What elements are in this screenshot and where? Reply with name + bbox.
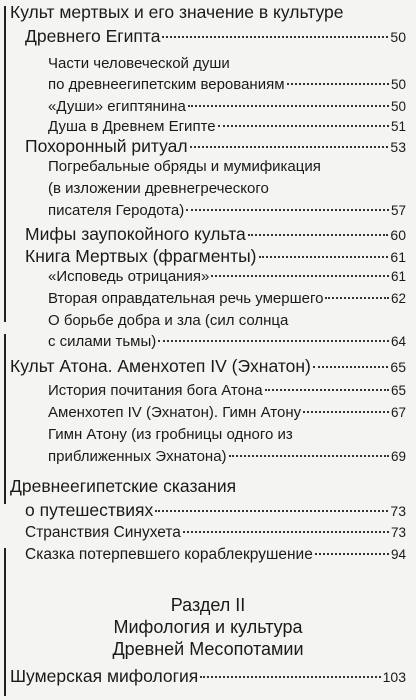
dot-leader [259,256,389,258]
toc-entry-title: Вторая оправдательная речь умершего [48,290,324,307]
page-number: 73 [390,503,406,519]
dot-leader [303,411,389,413]
toc-entry-title-cont: приближенных Эхнатона) [48,448,227,465]
toc-entry-title: Древнеегипетские сказания [10,476,237,496]
dot-leader [265,389,389,391]
dot-leader [211,275,389,277]
toc-entry-title: «Исповедь отрицания» [48,268,210,285]
dot-leader [190,146,389,148]
toc-entry-title-cont: писателя Геродота) [48,202,185,219]
toc-entry-title: Культ Атона. Аменхотеп IV (Эхнатон) [10,356,311,376]
section-rule-1 [4,6,6,322]
toc-entry-title-cont: по древнеегипетским верованиям [48,76,285,93]
dot-leader [183,531,389,533]
toc-entry-title-cont: Древнего Египта [25,26,161,46]
toc-entry-title: О борьбе добра и зла (сил солнца [48,312,289,329]
page-number: 57 [390,203,406,218]
toc-entry-title: «Души» египтянина [48,98,186,115]
page-number: 65 [390,383,406,398]
page-number: 50 [390,77,406,92]
toc-entry-title-cont: о путешествиях [25,500,154,520]
toc-entry-title: История почитания бога Атона [48,382,263,399]
page-number: 65 [390,359,406,375]
page-number: 61 [390,249,406,265]
toc-entry-title-cont: с силами тьмы) [48,333,157,350]
dot-leader [315,553,389,555]
page-number: 50 [390,99,406,114]
dot-leader [218,125,389,127]
dot-leader [229,455,389,457]
section-subtitle: Мифология и культура [113,617,303,637]
toc-entry-title: Душа в Древнем Египте [48,118,216,135]
dot-leader [158,340,389,342]
page-number: 60 [390,227,406,243]
toc-entry-title: Аменхотеп IV (Эхнатон). Гимн Атону [48,404,302,421]
toc-entry-title: Сказка потерпевшего кораблекрушение [25,546,313,563]
dot-leader [200,676,380,678]
page-number: 67 [390,405,406,420]
page-number: 50 [390,29,406,45]
toc-entry-title: Похоронный ритуал [25,136,188,156]
section-title: Раздел II [170,595,246,615]
dot-leader [287,83,389,85]
section-subtitle: Древней Месопотамии [112,639,304,659]
toc-entry-title: Мифы заупокойного культа [25,224,246,244]
page-number: 51 [390,119,406,134]
dot-leader [248,234,389,236]
dot-leader [186,209,389,211]
section-rule-2 [4,334,6,504]
page-number: 73 [390,525,406,540]
page-number: 64 [390,334,406,349]
dot-leader [155,510,388,512]
toc-entry-title: Части человеческой души [48,55,230,72]
dot-leader [188,105,389,107]
dot-leader [162,36,388,38]
page-number: 53 [390,139,406,155]
toc-entry-title: Шумерская мифология [10,666,199,686]
toc-entry-title: Странствия Синухета [25,524,181,541]
toc-entry-title-cont: (в изложении древнегреческого [48,180,269,197]
toc-entry-title: Культ мертвых и его значение в культуре [10,2,344,22]
page-number: 61 [390,269,406,284]
dot-leader [313,366,389,368]
toc-entry-title: Книга Мертвых (фрагменты) [25,246,257,266]
page-number: 103 [382,669,406,685]
page-number: 94 [390,547,406,562]
page-number: 62 [390,291,406,306]
toc-entry-title: Гимн Атону (из гробницы одного из [48,426,293,443]
dot-leader [325,297,389,299]
page-number: 69 [390,449,406,464]
toc-entry-title: Погребальные обряды и мумификация [48,158,321,175]
